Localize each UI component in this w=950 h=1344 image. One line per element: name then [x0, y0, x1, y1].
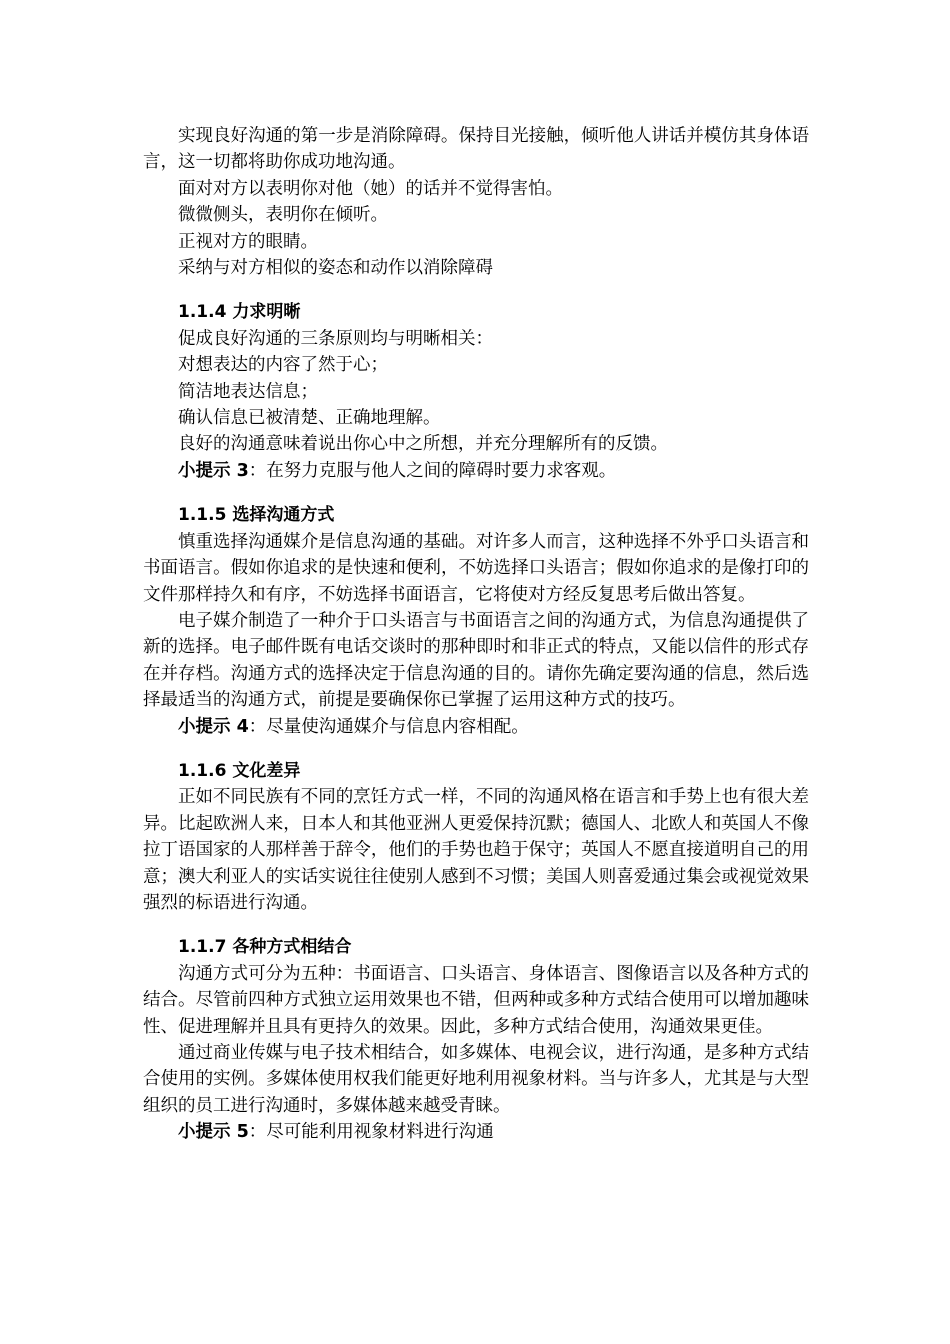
tip-4-label: 小提示 4 [178, 716, 249, 737]
document-page [143, 123, 809, 1146]
section-heading-1-1-5: 1.1.5 选择沟通方式 [178, 505, 335, 526]
s114-line-4: 确认信息已被清楚、正确地理解。 [178, 408, 441, 429]
s114-line-2: 对想表达的内容了然于心； [178, 355, 388, 376]
section-heading-1-1-7: 1.1.7 各种方式相结合 [178, 937, 352, 958]
s114-line-5: 良好的沟通意味着说出你心中之所想，并充分理解所有的反馈。 [178, 434, 668, 455]
section-heading-1-1-6: 1.1.6 文化差异 [178, 760, 301, 781]
tip-5-text: ：尽可能利用视象材料进行沟通 [248, 1122, 494, 1143]
tip-4-text: ：尽量使沟通媒介与信息内容相配。 [248, 716, 529, 737]
tip-3-label: 小提示 3 [178, 460, 249, 481]
tip-5 [143, 1119, 809, 1145]
s117-paragraph-2: 通过商业传媒与电子技术相结合，如多媒体、电视会议，进行沟通，是多种方式结合使用的实例。多媒体使用权我们能更好地利用视象材料。当与许多人，尤其是与大型组织的员工进行沟通时，多媒体越来越受青睐。 [143, 1043, 809, 1116]
tip-3-text: ：在努力克服与他人之间的障碍时要力求客观。 [248, 460, 617, 481]
intro-item-2: 微微侧头，表明你在倾听。 [178, 205, 388, 226]
s115-paragraph-1: 慎重选择沟通媒介是信息沟通的基础。对许多人而言，这种选择不外乎口头语言和书面语言。假如你追求的是快速和便利，不妨选择口头语言；假如你追求的是像打印的文件那样持久和有序，不妨选择书面语言，它将使对方经反复思考后做出答复。 [143, 531, 809, 605]
intro-paragraph: 实现良好沟通的第一步是消除障碍。保持目光接触，倾听他人讲话并模仿其身体语言，这一切都将助你成功地沟通。 [143, 126, 809, 173]
s114-line-1: 促成良好沟通的三条原则均与明晰相关： [178, 328, 493, 349]
s114-line-3: 简洁地表达信息； [178, 381, 318, 402]
spacer [143, 281, 809, 299]
spacer [143, 916, 809, 934]
intro-item-1: 面对对方以表明你对他（她）的话并不觉得害怕。 [178, 178, 563, 199]
tip-3 [143, 458, 809, 484]
tip-5-label: 小提示 5 [178, 1122, 249, 1143]
section-heading-1-1-4: 1.1.4 力求明晰 [178, 302, 301, 323]
s115-paragraph-2: 电子媒介制造了一种介于口头语言与书面语言之间的沟通方式，为信息沟通提供了新的选择。电子邮件既有电话交谈时的那种即时和非正式的特点，又能以信件的形式存在并存档。沟通方式的选择决定于信息沟通的目的。请你先确定要沟通的信息，然后选择最适当的沟通方式，前提是要确保你已掌握了运用这种方式的技巧。 [143, 610, 809, 711]
spacer [143, 740, 809, 758]
s116-paragraph-1: 正如不同民族有不同的烹饪方式一样，不同的沟通风格在语言和手势上也有很大差异。比起欧洲人来，日本人和其他亚洲人更爱保持沉默；德国人、北欧人和英国人不像拉丁语国家的人那样善于辞令，他们的手势也趋于保守；英国人不愿直接道明自己的用意；澳大利亚人的实话实说往往使别人感到不习惯；美国人则喜爱通过集会或视觉效果强烈的标语进行沟通。 [143, 787, 809, 913]
intro-item-4: 采纳与对方相似的姿态和动作以消除障碍 [178, 258, 493, 279]
spacer [143, 484, 809, 502]
s117-paragraph-1: 沟通方式可分为五种：书面语言、口头语言、身体语言、图像语言以及各种方式的结合。尽管前四种方式独立运用效果也不错，但两种或多种方式结合使用可以增加趣味性、促进理解并且具有更持久的效果。因此，多种方式结合使用，沟通效果更佳。 [143, 963, 809, 1037]
intro-item-3: 正视对方的眼睛。 [178, 231, 318, 252]
tip-4 [143, 714, 809, 740]
